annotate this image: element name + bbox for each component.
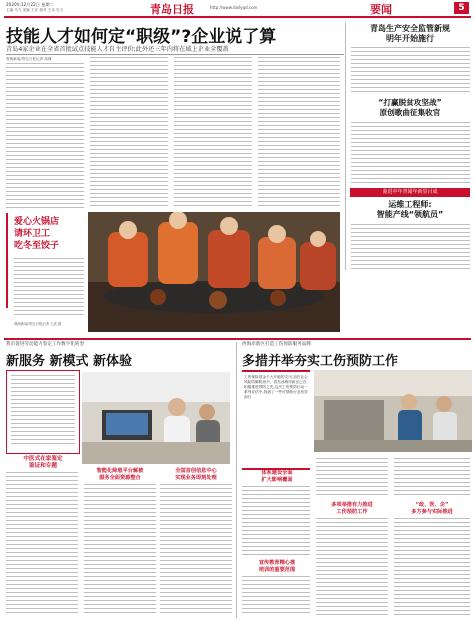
bottom-left-col-2: [84, 484, 156, 616]
lead-headline: 技能人才如何定“职级”?企业说了算: [6, 27, 277, 47]
bottom-left-sub1: 中医式在家鉴定 鉴证和专题: [23, 456, 63, 469]
masthead-rule: [4, 16, 471, 18]
page-number: 5: [458, 3, 465, 13]
bottom-right-quote: 工伤保险基金千大开地的支出,加在社会风险防御防治中。青岛西海岸新区已在积极推进预防之先,这次工伤预防行动一系列评估中,找到了一些可帮助行业有效前行: [244, 375, 308, 400]
bottom-right-col-3b: [394, 518, 470, 616]
lead-body-col-4: [258, 57, 340, 208]
bottom-right-headline: 多措并举夯实工伤预防工作: [242, 354, 399, 369]
bottom-right-col-3: [394, 458, 470, 498]
lead-body-col-1: [6, 63, 84, 208]
bottom-left-headline: 新服务 新模式 新体验: [6, 354, 133, 369]
assessment-photo: [82, 372, 230, 464]
issue-info: 主编 马力 美编 王乐 校对 王本 安义: [6, 8, 64, 12]
lead-byline: 观海新闻/青岛日报记者 周瑾: [6, 57, 52, 61]
mid-rule: [4, 338, 471, 340]
lead-body-col-2: [90, 57, 168, 208]
bottom-right-sub1: 体系建设全面 扩大影响覆面: [261, 470, 293, 483]
lead-subhead: 青岛4家企业在全省首批试点技能人才自主评价;此外还三年内将在域上企业全覆盖: [6, 46, 229, 53]
photo-story-image: [88, 212, 340, 332]
bottom-right-col-1b: [242, 576, 310, 616]
site-url: http://www.dailyqd.com: [210, 5, 258, 10]
bottom-divider: [236, 342, 237, 618]
photo-story-title: 爱心火锅店 请环卫工 吃冬至饺子: [14, 217, 60, 251]
photo-credit: 观海新闻/青岛日报记者 王滨 摄: [14, 322, 62, 326]
bottom-left-kicker: 我市促进劳动能力鉴定工作数字化转型: [6, 342, 85, 347]
masthead: [0, 0, 475, 16]
right-top-sub-headline: “打赢脱贫攻坚战” 原创歌曲征集收官: [378, 98, 442, 117]
bottom-left-intro: [6, 370, 80, 454]
bottom-left-col-3: [160, 484, 232, 616]
bottom-right-col-2b: [316, 518, 388, 616]
issue-date: 2020年12月22日 星期二: [6, 2, 54, 7]
lead-body-col-3: [174, 57, 252, 208]
bottom-right-sub4: “政、医、企” 多方参与实际推进: [411, 502, 453, 515]
bottom-left-intro-text: [11, 375, 75, 447]
office-scene-image: [82, 372, 230, 464]
right-top-body: [351, 47, 470, 93]
service-title: 运维工程师: 智能产线“领航员”: [376, 200, 444, 219]
bottom-right-quote-box: [242, 370, 310, 470]
workshop-scene-image: [314, 370, 472, 452]
bottom-left-col-1: [6, 472, 78, 616]
page-number-box: [454, 2, 469, 14]
bottom-right-col-1: [242, 486, 310, 556]
bottom-right-sub3: 多项举措有力推进 工伤预防工作: [331, 502, 373, 515]
right-top-headline: 青岛生产安全监管新规 明年开始施行: [370, 24, 450, 43]
bottom-left-sub2: 智能化除患平台解被 服务全面资源整合: [96, 468, 144, 481]
dining-scene-image: [88, 212, 340, 332]
logo: 青岛日报: [150, 3, 194, 16]
bottom-right-sub2: 宣传教育精心推 培训的重要范围: [258, 560, 296, 573]
photo-story-body: [14, 258, 84, 318]
section-name: 要闻: [370, 3, 392, 16]
bottom-left-sub3: 全国首创信息中心 实现业务即刻处理: [175, 468, 217, 481]
service-banner: [350, 188, 470, 197]
right-column-divider: [345, 22, 346, 270]
lead-rule: [6, 54, 344, 55]
service-banner-label: 曲进中年青闻年新里目成: [382, 189, 438, 195]
workplace-photo: [314, 370, 472, 452]
bottom-right-col-2: [316, 458, 388, 498]
right-top-sub-body: [351, 122, 470, 184]
service-body: [351, 224, 470, 270]
bottom-right-kicker: 西海岸新区打造工伤预防服务品牌: [242, 342, 311, 347]
